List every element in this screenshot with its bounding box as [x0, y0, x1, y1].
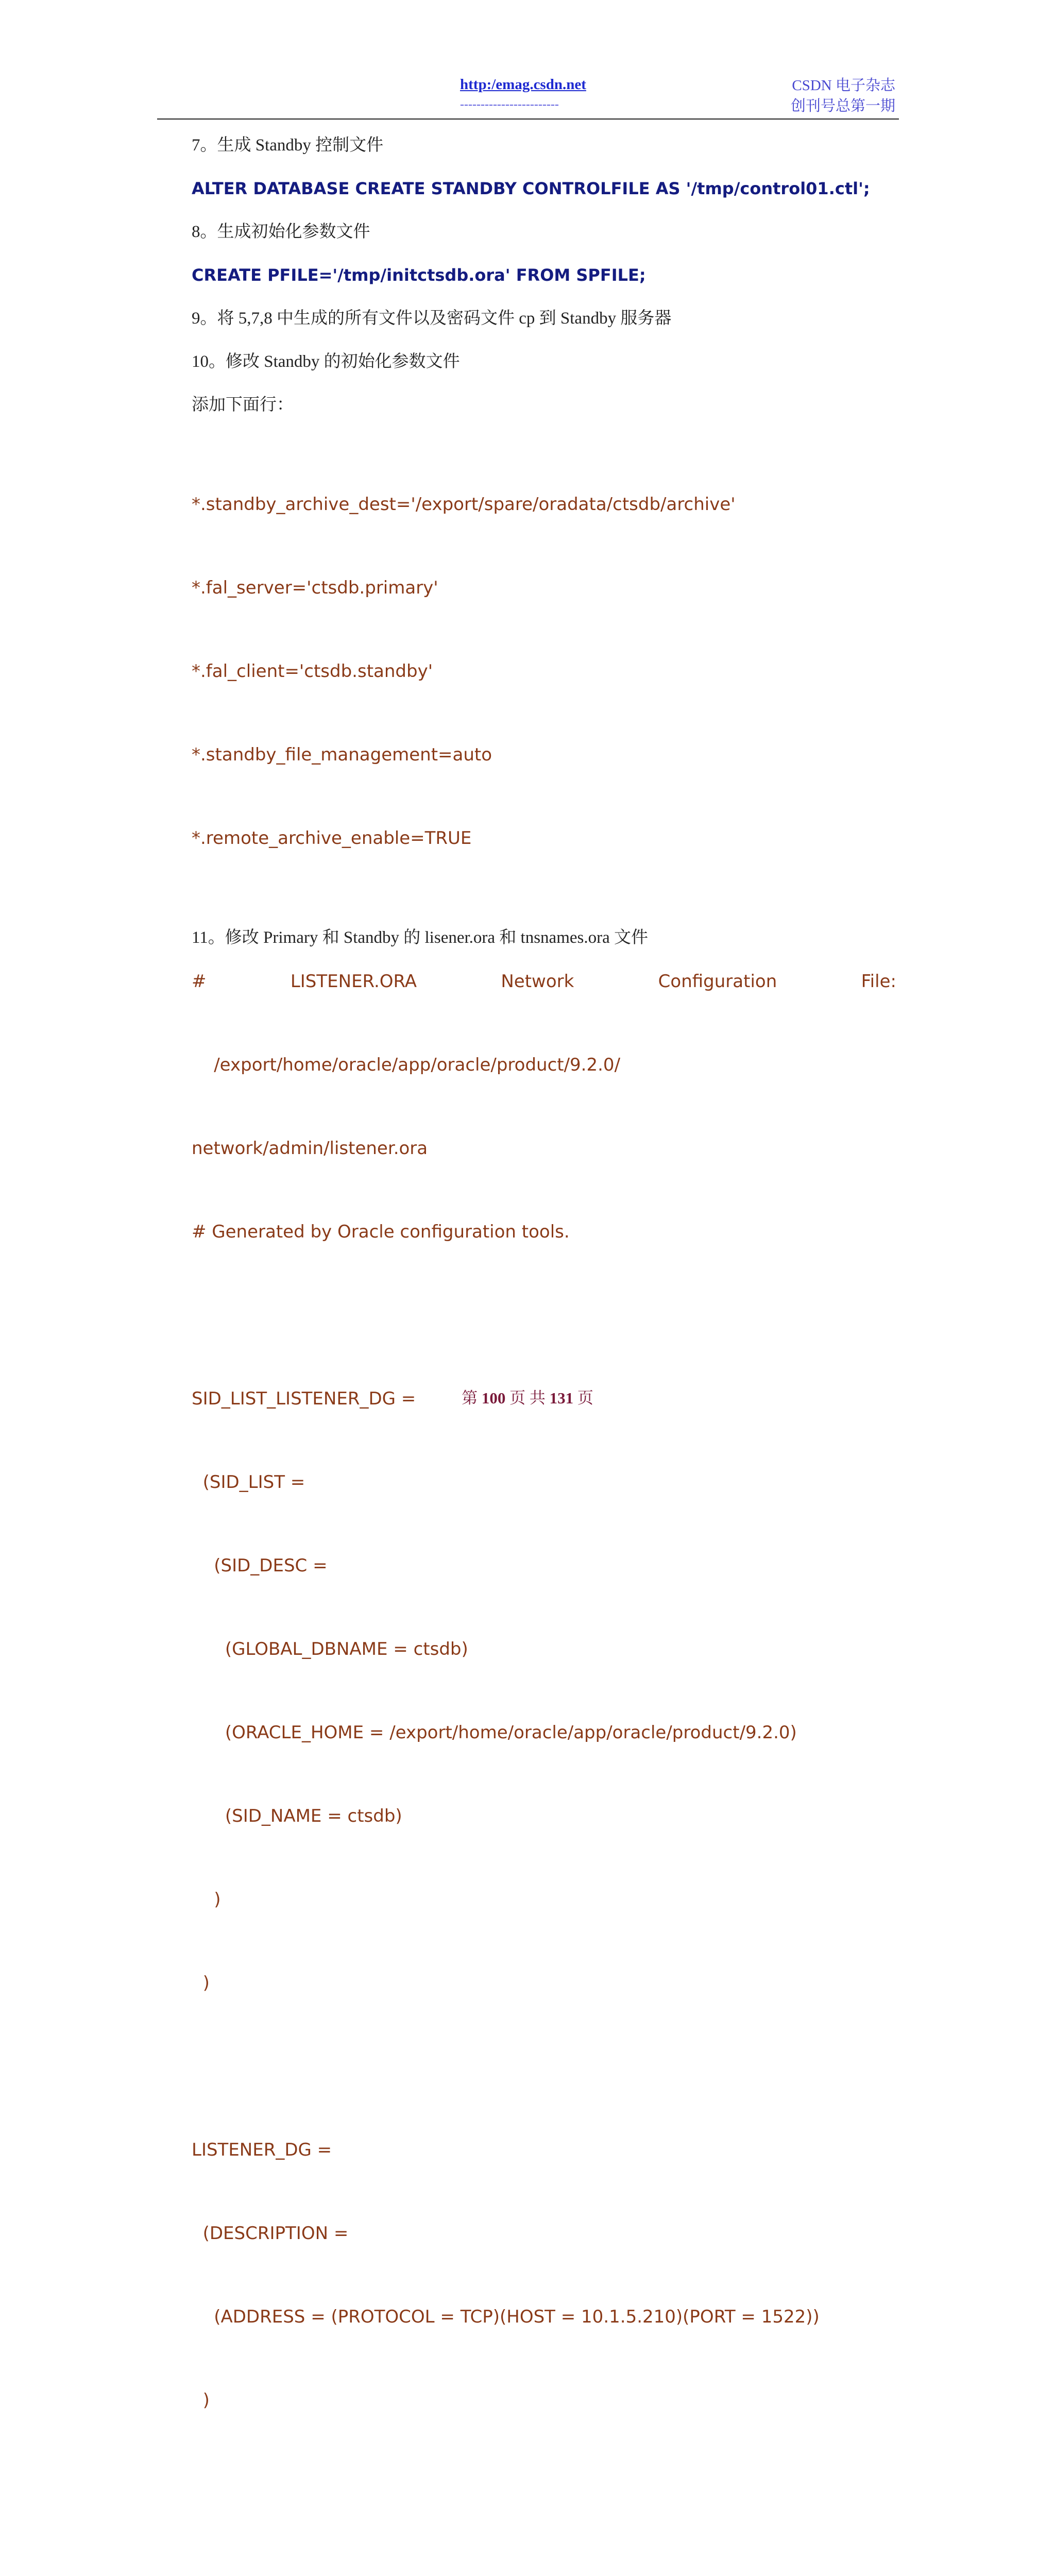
footer-suffix: 页	[577, 1389, 593, 1407]
init-params-block	[192, 435, 896, 908]
code-line: (DESCRIPTION =	[192, 2223, 349, 2244]
code-line	[192, 2470, 896, 2498]
code-line: )	[192, 1973, 210, 1993]
header-divider	[157, 118, 899, 120]
comment-mark: #	[192, 971, 207, 992]
code-line: )	[192, 2390, 210, 2411]
code-line: (ADDRESS = (PROTOCOL = TCP)(HOST = 10.1.5.210)(PORT = 1522))	[192, 2307, 820, 2327]
page-content	[192, 132, 896, 2576]
code-line: (SID_DESC =	[192, 1555, 328, 1576]
code-line: SID_LIST_LISTENER_DG =	[192, 1388, 416, 1409]
code-line: *.standby_archive_dest='/export/spare/oradata/ctsdb/archive'	[192, 494, 736, 515]
issue-label: 创刊号总第一期	[790, 98, 895, 114]
code-line: *.standby_file_management=auto	[192, 744, 492, 765]
code-line: )	[192, 1889, 221, 1910]
step-10-intro: 添加下面行：	[192, 396, 294, 414]
code-line: *.fal_client='ctsdb.standby'	[192, 661, 433, 682]
header-word: File:	[861, 971, 896, 992]
code-line: (SID_NAME = ctsdb)	[192, 1806, 402, 1826]
code-line	[192, 2053, 896, 2080]
code-line: # Generated by Oracle configuration tools.	[192, 1222, 570, 1242]
code-line	[192, 2553, 896, 2576]
header-word: LISTENER.ORA	[290, 971, 417, 992]
code-line: (GLOBAL_DBNAME = ctsdb)	[192, 1639, 468, 1659]
current-page-number: 100	[481, 1389, 506, 1407]
code-line: LISTENER_DG =	[192, 2140, 332, 2160]
code-line: (ORACLE_HOME = /export/home/oracle/app/oracle/product/9.2.0)	[192, 1722, 797, 1743]
listener-ora-block	[192, 995, 896, 2576]
step-8-heading: 8。生成初始化参数文件	[192, 223, 370, 241]
step-11-heading: 11。修改 Primary 和 Standby 的 lisener.ora 和 tnsnames.ora 文件	[192, 928, 648, 947]
code-line: (SID_LIST =	[192, 1472, 305, 1493]
header-link[interactable]: http:/emag.csdn.net	[460, 76, 586, 93]
step-7-heading: 7。生成 Standby 控制文件	[192, 136, 384, 155]
step-9-heading: 9。将 5,7,8 中生成的所有文件以及密码文件 cp 到 Standby 服务器	[192, 309, 672, 328]
total-pages-number: 131	[549, 1389, 574, 1407]
step-10-heading: 10。修改 Standby 的初始化参数文件	[192, 352, 460, 371]
code-line: *.fal_server='ctsdb.primary'	[192, 578, 438, 598]
magazine-masthead	[791, 75, 895, 116]
footer-prefix: 第	[462, 1389, 478, 1407]
footer-middle: 页 共	[509, 1389, 546, 1407]
step-7-command: ALTER DATABASE CREATE STANDBY CONTROLFILE AS '/tmp/control01.ctl';	[192, 179, 870, 198]
header-word: Configuration	[658, 971, 777, 992]
listener-file-header	[192, 968, 896, 995]
code-line: /export/home/oracle/app/oracle/product/9.2.0/	[192, 1055, 621, 1075]
code-line: network/admin/listener.ora	[192, 1138, 428, 1159]
code-line	[192, 1301, 896, 1329]
code-line: *.remote_archive_enable=TRUE	[192, 828, 472, 849]
step-8-command: CREATE PFILE='/tmp/initctsdb.ora' FROM SPFILE;	[192, 265, 646, 285]
header-link-underline: ------------------------	[460, 98, 559, 111]
page-footer	[0, 1385, 1055, 1408]
magazine-name: CSDN 电子杂志	[792, 77, 895, 94]
header-word: Network	[501, 971, 574, 992]
